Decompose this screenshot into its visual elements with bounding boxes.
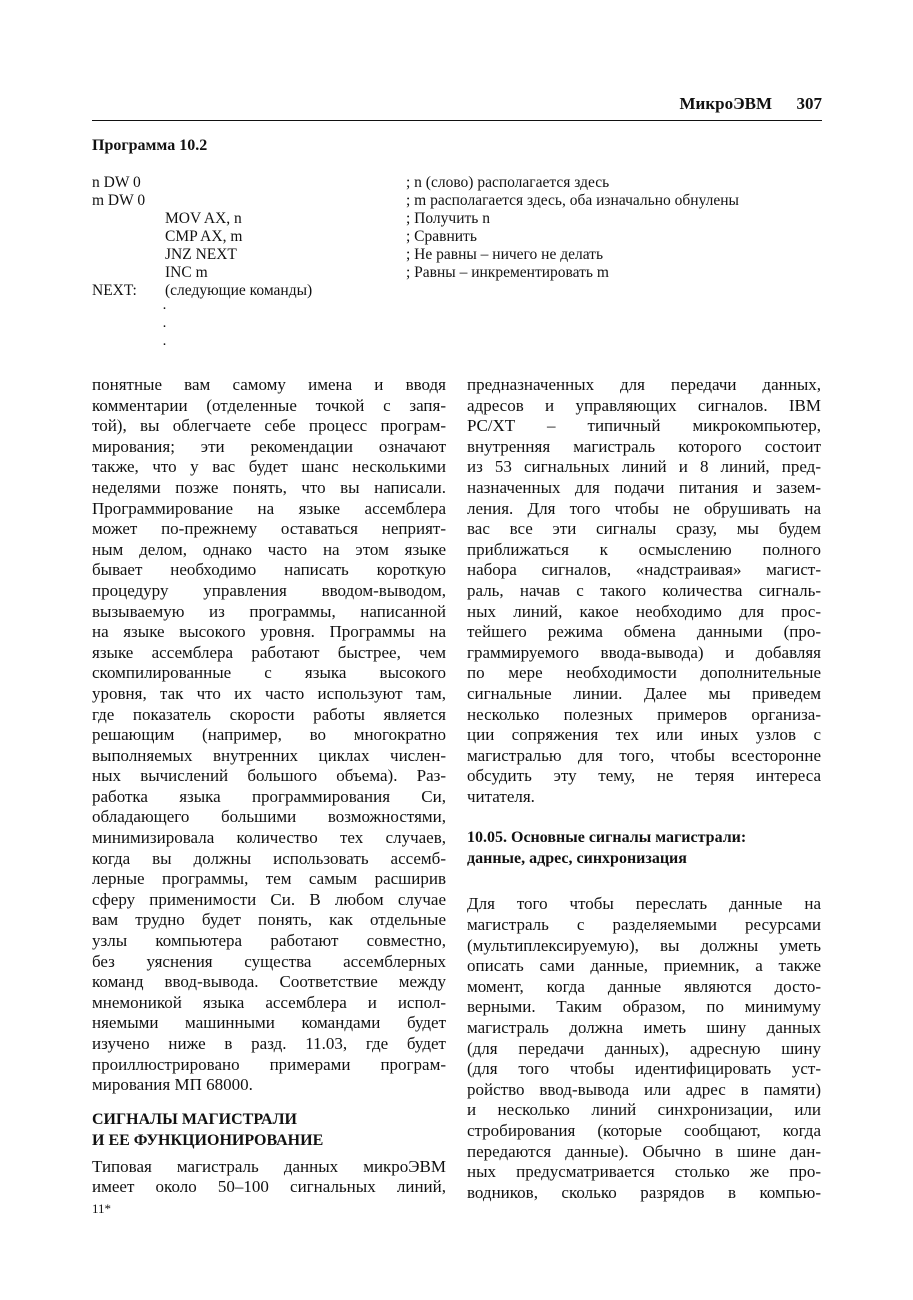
code-instruction: JNZ NEXT: [165, 246, 237, 263]
text-line: набора сигналов, «надстраивая» магист-: [467, 560, 821, 580]
text-line: приближаться к осмыслению полного: [467, 539, 821, 559]
text-line: внутренняя магистраль которого состоит: [467, 436, 821, 456]
right-paragraph-2: [467, 894, 821, 1203]
text-line: ных предусматривается столько же про-: [467, 1162, 821, 1182]
program-listing: [92, 174, 822, 300]
code-comment: ; m располагается здесь, оба изначально обнулены: [406, 192, 739, 209]
code-line: [92, 282, 822, 300]
text-line: работка языка программирования Си,: [92, 786, 446, 806]
code-comment: ; n (слово) располагается здесь: [406, 174, 610, 191]
text-line: сигнальные линии. Далее мы приведем: [467, 683, 821, 703]
code-line: [92, 246, 822, 264]
text-line: ции сопряжения тех или иных узлов с: [467, 725, 821, 745]
text-line: вызываемую из программы, написанной: [92, 601, 446, 621]
text-line: понятные вам самому имена и вводя: [92, 375, 446, 394]
text-line: команд ввод-вывода. Соответствие между: [92, 972, 446, 992]
code-line: [92, 210, 822, 228]
text-line: (для передачи данных), адресную шину: [467, 1038, 821, 1058]
text-line: изучено ниже в разд. 11.03, где будет: [92, 1034, 446, 1053]
text-line: ных линий, какое необходимо для прос-: [467, 601, 821, 621]
code-instruction: CMP AX, m: [165, 228, 243, 245]
running-header-title: МикроЭВМ: [679, 94, 772, 113]
text-line: мирования; эти рекомендации означают: [92, 436, 446, 456]
code-instruction: INC m: [165, 264, 208, 281]
left-paragraph-2: [92, 1157, 446, 1198]
text-line: несколько полезных примеров организа-: [467, 704, 821, 724]
running-header: [92, 92, 822, 121]
text-line: процедуру управления вводом-выводом,: [92, 580, 446, 600]
text-line: решающим (например, во многократно: [92, 725, 446, 745]
text-line: языке ассемблера работают быстрее, чем: [92, 642, 446, 662]
text-line: по мере необходимости дополнительные: [467, 663, 821, 683]
text-line: где показатель скорости работы является: [92, 704, 446, 724]
text-line: (для того чтобы идентифицировать уст-: [467, 1059, 821, 1079]
text-line: проиллюстрировано примерами програм-: [92, 1054, 446, 1074]
code-instruction: MOV AX, n: [165, 210, 242, 227]
text-line: мирования МП 68000.: [92, 1075, 253, 1095]
text-line: читателя.: [467, 786, 535, 806]
left-column: [92, 375, 446, 1198]
text-line: верными. Таким образом, по минимуму: [467, 997, 821, 1017]
text-line: адресов и управляющих сигналов. IBM: [467, 395, 821, 415]
text-line: также, что у вас будет шанс несколькими: [92, 457, 446, 477]
text-line: выполняемых внутренних циклах числен-: [92, 745, 446, 765]
text-line: стробирования (которые сообщают, когда: [467, 1121, 821, 1140]
text-line: вас все эти сигналы сразу, мы будем: [467, 519, 821, 539]
text-line: сферу применимости Си. В любом случае: [92, 889, 446, 909]
text-line: скомпилированные с языка высокого: [92, 663, 446, 683]
text-line: обсудить эту тему, не теряя интереса: [467, 766, 821, 786]
text-line: (мультиплексируемую), вы должны уметь: [467, 935, 821, 955]
text-line: ным делом, однако часто на этом языке: [92, 539, 446, 559]
signature-mark: 11*: [92, 1201, 112, 1216]
section-heading-signals: [92, 1109, 446, 1151]
code-line: [92, 228, 822, 246]
text-line: вам трудно будет понять, как отдельные: [92, 910, 446, 930]
text-line: тейшего режима обмена данными (про-: [467, 622, 821, 642]
text-line: предназначенных для передачи данных,: [467, 375, 821, 394]
page-number: 307: [796, 94, 822, 113]
section-heading-10-05-line-1: 10.05. Основные сигналы магистрали:: [467, 829, 747, 847]
text-line: уровня, так что их часто используют там,: [92, 683, 446, 703]
section-heading-10-05: [467, 827, 821, 869]
text-line: описать сами данные, приемник, а также: [467, 956, 821, 976]
listing-continuation-dots: · · ·: [162, 301, 167, 353]
code-comment: ; Сравнить: [406, 228, 477, 245]
text-line: магистралью для того, чтобы всесторонне: [467, 745, 821, 765]
text-line: из 53 сигнальных линий и 8 линий, пред-: [467, 457, 821, 477]
code-label: m DW 0: [92, 192, 146, 209]
text-line: водников, сколько разрядов в компью-: [467, 1182, 821, 1202]
text-line: ления. Для того чтобы не обрушивать на: [467, 498, 821, 518]
text-line: ройство ввод-вывода или адрес в памяти): [467, 1079, 821, 1099]
code-label: NEXT:: [92, 282, 137, 299]
text-line: той), вы облегчаете себе процесс програм-: [92, 416, 446, 436]
text-line: без уяснения существа ассемблерных: [92, 951, 446, 971]
section-heading-line-1: СИГНАЛЫ МАГИСТРАЛИ: [92, 1110, 297, 1128]
code-line: [92, 174, 822, 192]
text-line: и несколько линий синхронизации, или: [467, 1100, 821, 1120]
code-comment: ; Не равны – ничего не делать: [406, 246, 604, 263]
text-line: может по-прежнему оставаться неприят-: [92, 519, 446, 539]
text-line: няемыми машинными командами будет: [92, 1013, 446, 1033]
code-instruction: (следующие команды): [165, 282, 313, 299]
right-paragraph-1: [467, 375, 821, 807]
text-line: Для того чтобы переслать данные на: [467, 894, 821, 914]
text-line: момент, когда данные являются досто-: [467, 976, 821, 996]
text-line: PC/XT – типичный микрокомпьютер,: [467, 416, 821, 436]
text-line: имеет около 50–100 сигнальных линий,: [92, 1177, 446, 1197]
text-line: Типовая магистраль данных микроЭВМ: [92, 1156, 446, 1176]
code-line: [92, 192, 822, 210]
text-line: передаются данные). Обычно в шине дан-: [467, 1141, 821, 1161]
text-line: неделями позже понять, что вы написали.: [92, 477, 446, 497]
text-line: граммируемого ввода-вывода) и добавляя: [467, 642, 821, 662]
text-line: магистраль с разделяемыми ресурсами: [467, 915, 821, 935]
text-line: минимизировала количество тех случаев,: [92, 828, 446, 848]
left-paragraph-1: [92, 375, 446, 1096]
code-comment: ; Получить n: [406, 210, 490, 227]
code-line: [92, 264, 822, 282]
code-comment: ; Равны – инкрементировать m: [406, 264, 609, 281]
code-label: n DW 0: [92, 174, 141, 191]
text-line: ных вычислений большого объема). Раз-: [92, 766, 446, 786]
text-line: Программирование на языке ассемблера: [92, 498, 446, 518]
text-line: на языке высокого уровня. Программы на: [92, 622, 446, 642]
text-line: магистраль должна иметь шину данных: [467, 1018, 821, 1038]
text-line: обладающего большими возможностями,: [92, 807, 446, 827]
program-title: Программа 10.2: [92, 137, 208, 154]
right-column: [467, 375, 821, 1203]
text-line: лерные программы, тем самым расширив: [92, 869, 446, 889]
text-line: мнемоникой языка ассемблера и испол-: [92, 992, 446, 1012]
text-line: бывает необходимо написать короткую: [92, 560, 446, 580]
text-line: комментарии (отделенные точкой с запя-: [92, 395, 446, 415]
text-line: узлы компьютера работают совместно,: [92, 931, 446, 951]
section-heading-10-05-line-2: данные, адрес, синхронизация: [467, 850, 687, 868]
text-line: раль, начав с такого количества сигналь-: [467, 580, 821, 600]
text-line: когда вы должны использовать ассемб-: [92, 848, 446, 868]
section-heading-line-2: И ЕЕ ФУНКЦИОНИРОВАНИЕ: [92, 1131, 324, 1149]
text-line: назначенных для подачи питания и зазем-: [467, 477, 821, 497]
